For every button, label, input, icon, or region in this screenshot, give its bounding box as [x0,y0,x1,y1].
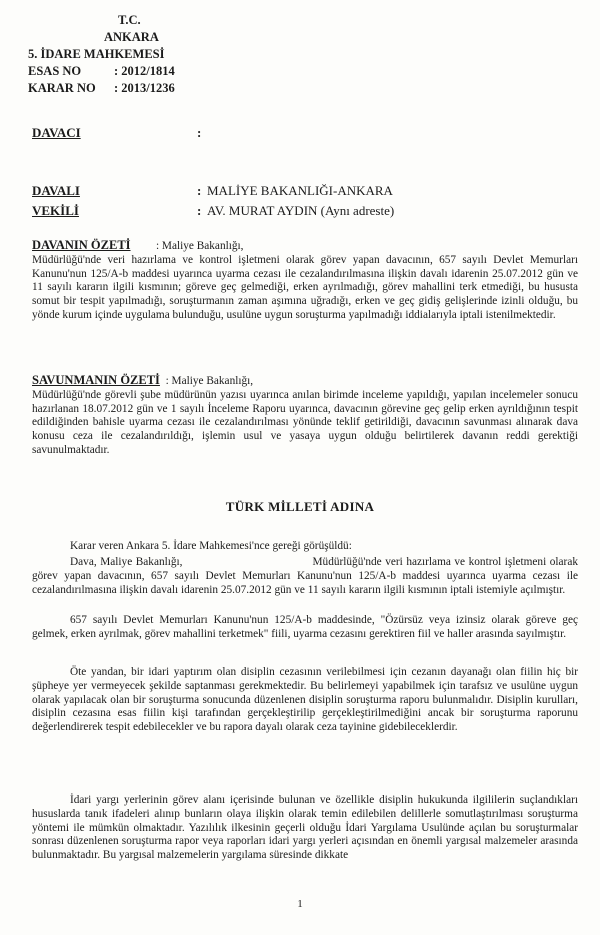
karar-row [28,80,175,97]
savunmanin-ozeti-text: Müdürlüğü'nde görevli şube müdürünün yazısı uyarınca anılan birimde inceleme yapıldığı, yapılan incelemeler sonucu hazırlanan 18.07.2012 gün ve 1 sayılı İnceleme Raporu uyarınca, davacının görevine geç gelip erken ayrıldığının tespit edildiğinden bahisle uyarma cezası ile cezalandırılması yönünde teklif getirildiği, davacının savunması alınarak dava konusu ceza ile cezalandırıldığı, işlemin usul ve yasaya uygun olduğu belirtilerek davanın reddi gerektiği savunulmaktadır. [32,388,578,456]
header-country: T.C. [118,13,141,27]
karar-value: : 2013/1236 [114,81,175,95]
davaci-row: DAVACI : [32,125,202,140]
davanin-ozeti-lead: : Maliye Bakanlığı, [155,240,244,252]
esas-row [28,63,175,80]
savunmanin-ozeti-section [32,374,578,458]
page-number: 1 [297,898,303,910]
esas-label: ESAS NO [28,64,82,78]
header-city: ANKARA [104,30,159,44]
body-paragraph-4: Öte yandan, bir idari yaptırım olan disiplin cezasının verilebilmesi için cezanın dayanağı olan fiilin hiç bir şüpheye yer vermeyecek şekilde saptanması gerekmektedir. Bu belirlemeyi yapabilmek için tarafsız ve usulüne uygun olarak yapılacak olan bir soruşturma sonucunda düzenlenen disiplin soruşturma raporu bulunmalıdır. Disiplin kurulları, disiplin cezasına esas fiilin kişi tarafından gerçekleştirilip gerçekleştirilmediğini ancak bir soruşturma raporunu değerlendirerek tespit edebilecekler ve bu rapora dayalı olarak ceza tayinine gidebileceklerdir. [32,666,578,734]
body-paragraph-2: Dava, Maliye Bakanlığı, Müdürlüğü'nde veri hazırlama ve kontrol işletmeni olarak görev yapan davacının, 657 sayılı Devlet Memurları Kanunu'nun 125/A-b maddesi uyarınca uyarma cezası ile cezalandırılmasına ilişkin davalı idarenin 25.07.2012 gün ve 11 sayılı kararın ilgili kısmının iptali istemiyle açılmıştır. [32,556,578,596]
davali-row: DAVALI : MALİYE BAKANLIĞI-ANKARA [32,183,393,198]
vekili-row: VEKİLİ : AV. MURAT AYDIN (Aynı adreste) [32,203,395,218]
body-paragraph-3: 657 sayılı Devlet Memurları Kanunu'nun 125/A-b maddesinde, "Özürsüz veya izinsiz olarak göreve geç gelmek, erken ayrılmak, görev mahallini terketmek" fiili, uyarma cezasını gerektiren fiil ve haller arasında sayılmıştır. [32,614,578,640]
davanin-ozeti-label: DAVANIN ÖZETİ [32,238,131,252]
court-header [28,12,175,97]
davaci-label: DAVACI [32,125,81,140]
body-paragraph-1: Karar veren Ankara 5. İdare Mahkemesi'nce gereği görüşüldü: [70,540,352,552]
davali-value: MALİYE BAKANLIĞI-ANKARA [207,183,393,198]
davanin-ozeti-section [32,239,578,323]
davali-label: DAVALI [32,183,80,198]
savunmanin-ozeti-lead: : Maliye Bakanlığı, [165,375,254,387]
vekili-label: VEKİLİ [32,203,79,218]
karar-label: KARAR NO [28,81,96,95]
body-paragraph-5: İdari yargı yerlerinin görev alanı içerisinde bulunan ve özellikle disiplin hukukunda ilgililerin suçlandıkları hususlarda tanık ifadeleri alınıp bunların olaya ilişkin olarak temin edilebilen delillerle somutlaştırılması soruşturma yöntemi ile mümkün olmaktadır. Yazılılık ilkesinin geçerli olduğu İdari Yargılama Usulünde açılan bu soruşturmalar sonrası düzenlenen soruşturma rapor veya raporları idari yargı yerleri açısından en önemli yargısal malzemeler arasında bulunmaktadır. Bu yargısal malzemelerin yargılama süresinde dikkate [32,794,578,862]
section-heading: TÜRK MİLLETİ ADINA [225,499,375,514]
vekili-value: AV. MURAT AYDIN (Aynı adreste) [207,203,395,218]
davanin-ozeti-text: Müdürlüğü'nde veri hazırlama ve kontrol işletmeni olarak görev yapan davacının, 657 sayılı Devlet Memurları Kanunu'nun 125/A-b maddesi uyarınca uyarma cezası ile cezalandırılmasına ilişkin davalı idarenin 25.07.2012 gün ve 11 sayılı kararın ilgili kısmının; göreve geç gelmediği, erken ayrılmadığı, görev mahallini terk etmediği, bu hususta somut bir tespit yapılmadığı, soruşturmanın zaman aşımına uğradığı, erken ve geç gidiş gelişlerinde izinli olduğu, bu yönde kurum içinde uygulama bulunduğu, usulüne uygun soruşturma yapılmadığı iddialarıyla iptali istenilmektedir. [32,253,578,321]
header-court: 5. İDARE MAHKEMESİ [28,47,165,61]
esas-value: : 2012/1814 [114,64,175,78]
savunmanin-ozeti-label: SAVUNMANIN ÖZETİ [32,373,160,387]
